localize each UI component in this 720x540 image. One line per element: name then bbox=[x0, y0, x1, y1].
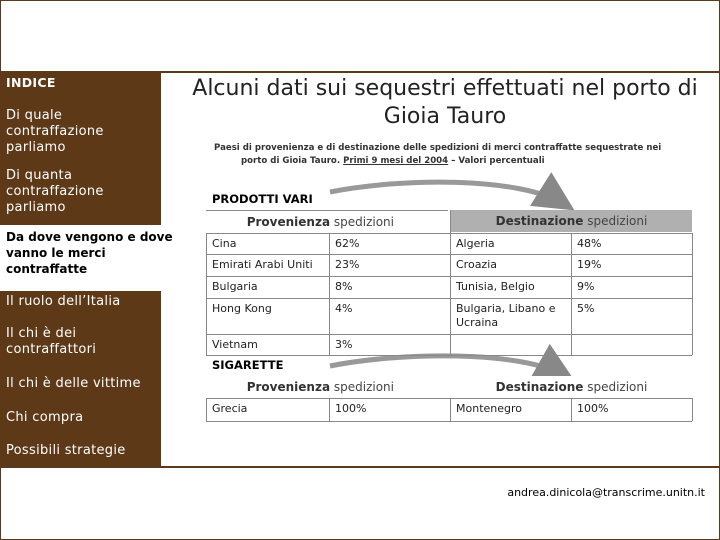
subtitle-line1: Paesi di provenienza e di destinazione delle spedizioni di merci contraffatte sequestrate nei bbox=[214, 143, 662, 153]
cell-origin: Bulgaria bbox=[212, 280, 258, 293]
subtitle-line2-prefix: porto di Gioia Tauro. bbox=[241, 156, 344, 166]
sidebar-item-chi-compra[interactable]: Chi compra bbox=[6, 410, 84, 425]
header-provenienza-1-bold: Provenienza bbox=[246, 215, 331, 229]
cell-origin: Vietnam bbox=[212, 338, 258, 351]
cell-origin-pct: 23% bbox=[335, 258, 360, 271]
header-provenienza-2-rest: spedizioni bbox=[330, 380, 394, 394]
sidebar-item-indice[interactable]: INDICE bbox=[6, 75, 56, 90]
cell-dest: Bulgaria, Libano e Ucraina bbox=[456, 302, 556, 329]
page-subtitle bbox=[214, 142, 674, 168]
page-title: Alcuni dati sui sequestri effettuati nel porto di Gioia Tauro bbox=[192, 76, 698, 129]
cell-dest-pct: 48% bbox=[577, 237, 602, 250]
sidebar-item-strategie[interactable]: Possibili strategie bbox=[6, 443, 126, 458]
sidebar-item-ruolo-italia[interactable]: Il ruolo dell’Italia bbox=[6, 294, 121, 309]
grid-line bbox=[692, 233, 693, 355]
section-label-sigarette: SIGARETTE bbox=[212, 358, 284, 372]
header-provenienza-1 bbox=[206, 210, 448, 232]
header-destinazione-1-rest: spedizioni bbox=[583, 214, 648, 228]
cell-origin-pct: 8% bbox=[335, 280, 353, 293]
cell-dest: Algeria bbox=[456, 237, 495, 250]
cell-origin-pct: 62% bbox=[335, 237, 360, 250]
cell-origin: Emirati Arabi Uniti bbox=[212, 258, 313, 271]
subtitle-line2 bbox=[214, 155, 674, 168]
header-destinazione-2 bbox=[451, 376, 692, 398]
cell-origin: Grecia bbox=[212, 402, 248, 415]
section-label-prodotti-vari: PRODOTTI VARI bbox=[212, 192, 313, 206]
cell-origin-pct: 3% bbox=[335, 338, 353, 351]
sidebar-item-vittime[interactable]: Il chi è delle vittime bbox=[6, 376, 141, 391]
subtitle-line2-suffix: – Valori percentuali bbox=[448, 156, 545, 166]
header-destinazione-1-bold: Destinazione bbox=[495, 214, 584, 228]
cell-dest-pct: 19% bbox=[577, 258, 602, 271]
header-destinazione-1 bbox=[451, 210, 692, 232]
grid-line bbox=[206, 421, 692, 422]
subtitle-period: Primi 9 mesi del 2004 bbox=[343, 156, 449, 166]
cell-origin-pct: 4% bbox=[335, 302, 353, 315]
header-destinazione-2-bold: Destinazione bbox=[495, 380, 584, 394]
cell-dest: Montenegro bbox=[456, 402, 523, 415]
sidebar-item-quanta-contraffazione[interactable]: Di quanta contraffazione parliamo bbox=[6, 168, 104, 215]
footer-email[interactable]: andrea.dinicola@transcrime.unitn.it bbox=[507, 486, 705, 499]
cell-dest-pct: 100% bbox=[577, 402, 609, 415]
cell-dest: Tunisia, Belgio bbox=[456, 280, 535, 293]
cell-dest-pct: 5% bbox=[577, 302, 595, 315]
cell-dest bbox=[450, 335, 571, 338]
cell-origin: Hong Kong bbox=[212, 302, 272, 315]
cell-dest-pct: 9% bbox=[577, 280, 595, 293]
header-provenienza-1-rest: spedizioni bbox=[330, 215, 394, 229]
bottom-rule bbox=[0, 466, 720, 468]
cell-origin-pct: 100% bbox=[335, 402, 367, 415]
header-provenienza-2-bold: Provenienza bbox=[246, 380, 331, 394]
grid-line bbox=[206, 355, 692, 356]
sidebar-item-contraffattori[interactable]: Il chi è dei contraffattori bbox=[6, 326, 97, 357]
grid-line bbox=[692, 398, 693, 421]
cell-dest-pct bbox=[571, 335, 692, 338]
header-destinazione-2-rest: spedizioni bbox=[583, 380, 648, 394]
cell-origin: Cina bbox=[212, 237, 237, 250]
sidebar-item-quale-contraffazione[interactable]: Di quale contraffazione parliamo bbox=[6, 108, 104, 155]
header-provenienza-2 bbox=[206, 376, 448, 398]
cell-dest: Croazia bbox=[456, 258, 498, 271]
sidebar-item-da-dove-vengono[interactable]: Da dove vengono e dove vanno le merci contraffatte bbox=[6, 230, 173, 276]
